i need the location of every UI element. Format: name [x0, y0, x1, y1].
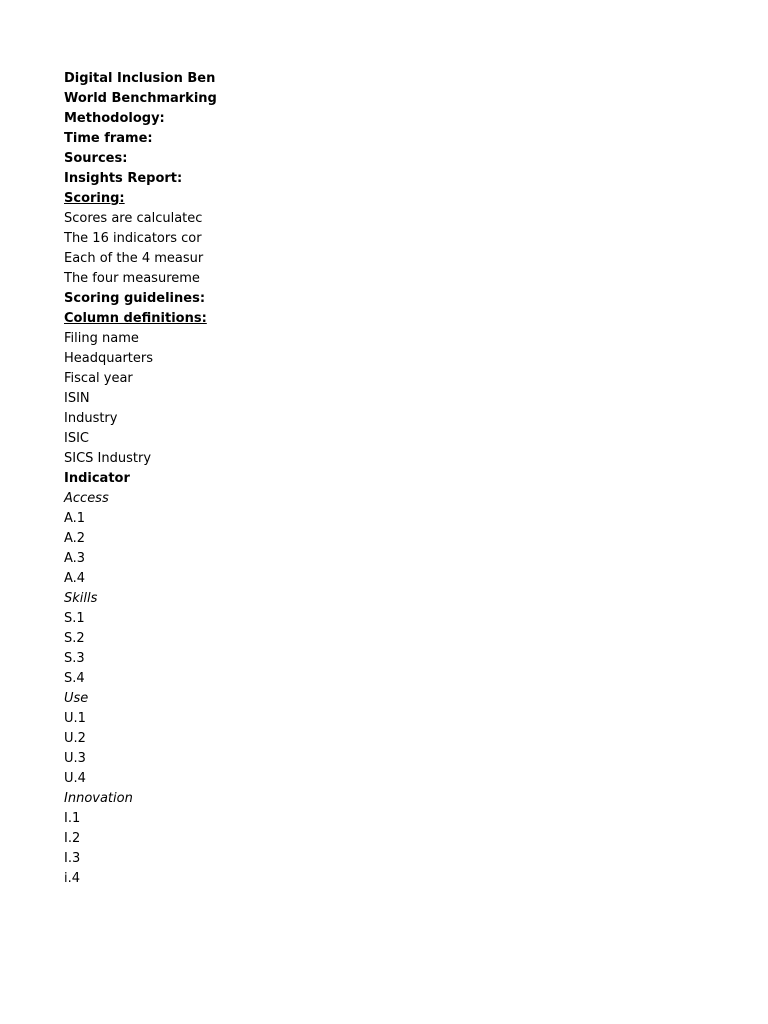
cell-four-measurement-text: The four measureme	[64, 271, 200, 286]
cell-sources: Sources:	[64, 151, 128, 166]
cell-column-definitions-heading: Column definitions:	[64, 311, 207, 326]
cell-s-1: S.1	[64, 611, 85, 626]
cell-indicator-heading: Indicator	[64, 471, 130, 486]
cell-access-heading: Access	[64, 491, 109, 506]
cell-indicators-text: The 16 indicators cor	[64, 231, 202, 246]
cell-s-4: S.4	[64, 671, 85, 686]
cell-title: Digital Inclusion Ben	[64, 71, 216, 86]
cell-filing-name: Filing name	[64, 331, 139, 346]
cell-i-1: I.1	[64, 811, 81, 826]
cell-a-3: A.3	[64, 551, 86, 566]
cell-fiscal-year: Fiscal year	[64, 371, 133, 386]
cell-scores-text: Scores are calculatec	[64, 211, 203, 226]
cell-a-4: A.4	[64, 571, 86, 586]
cell-world-benchmarking: World Benchmarking	[64, 91, 217, 106]
cell-headquarters: Headquarters	[64, 351, 154, 366]
cell-use-heading: Use	[64, 691, 89, 706]
cell-measurement-text: Each of the 4 measur	[64, 251, 204, 266]
cell-isin: ISIN	[64, 391, 90, 406]
cell-scoring-heading: Scoring:	[64, 191, 125, 206]
cell-skills-heading: Skills	[64, 591, 98, 606]
cell-s-3: S.3	[64, 651, 85, 666]
cell-i-4: i.4	[64, 871, 81, 886]
cell-u-2: U.2	[64, 731, 86, 746]
cell-isic: ISIC	[64, 431, 89, 446]
cell-a-1: A.1	[64, 511, 86, 526]
cell-u-3: U.3	[64, 751, 86, 766]
cell-i-2: I.2	[64, 831, 81, 846]
cell-time-frame: Time frame:	[64, 131, 153, 146]
cell-scoring-guidelines: Scoring guidelines:	[64, 291, 206, 306]
spreadsheet-column-a	[64, 69, 217, 889]
cell-sics-industry: SICS Industry	[64, 451, 152, 466]
cell-u-1: U.1	[64, 711, 86, 726]
cell-i-3: I.3	[64, 851, 81, 866]
cell-s-2: S.2	[64, 631, 85, 646]
cell-industry: Industry	[64, 411, 118, 426]
cell-insights-report: Insights Report:	[64, 171, 183, 186]
cell-innovation-heading: Innovation	[64, 791, 133, 806]
cell-a-2: A.2	[64, 531, 86, 546]
cell-u-4: U.4	[64, 771, 86, 786]
cell-methodology: Methodology:	[64, 111, 165, 126]
